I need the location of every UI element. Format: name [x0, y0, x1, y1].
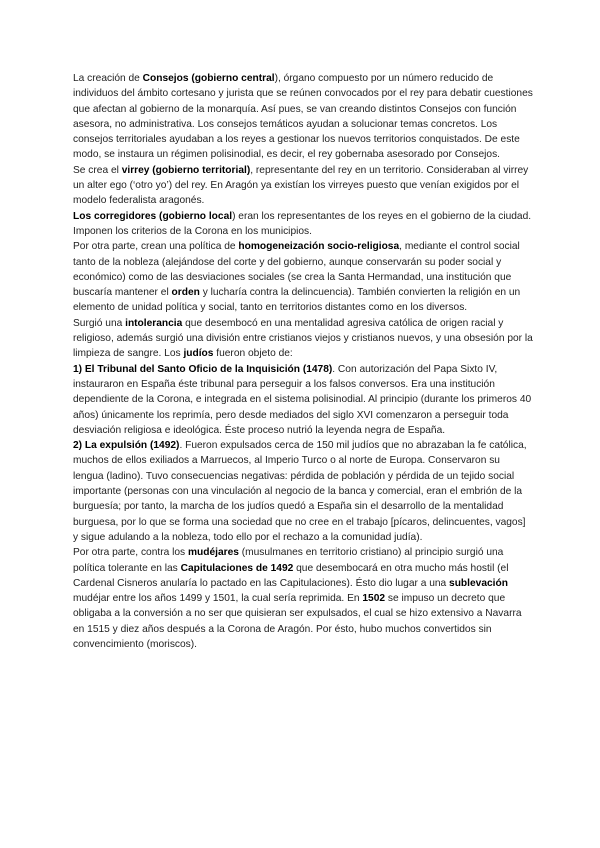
paragraph-mudejares: Por otra parte, contra los mudéjares (musulmanes en territorio cristiano) al principio surgió una política tolerante en las Capitulaciones de 1492 que desembocará en otra mucho más hostil (el Cardenal Cisneros anularía lo pactado en las Capitulaciones). Ésto dio lugar a una sublevación mudéjar entre los años 1499 y 1501, la cual sería reprimida. En 1502 se impuso un decreto que obligaba a la conversión a no ser que quisieran ser expulsados, el cual se hizo extensivo a Navarra en 1515 y diez años después a la Corona de Aragón. Por ésto, hubo muchos convertidos sin convencimiento (moriscos).	[73, 547, 522, 650]
paragraph-corregidores: Los corregidores (gobierno local) eran los representantes de los reyes en el gobierno de la ciudad. Imponen los criterios de la Corona en los municipios.	[73, 210, 532, 237]
paragraph-homogeneizacion: Por otra parte, crean una política de homogeneización socio-religiosa, mediante el control social tanto de la nobleza (alejándose del corte y del gobierno, aunque conservarán su poder social y económico) como de las desviaciones sociales (se crea la Santa Hermandad, una institución que buscaría mantener el orden y lucharía contra la delincuencia). También convierten la religión en un elemento de unidad política y social, tanto en territorios distantes como en los diversos.	[73, 241, 521, 314]
paragraph-inquisicion: 1) El Tribunal del Santo Oficio de la Inquisición (1478). Con autorización del Papa Sixto IV, instauraron en España éste tribunal para perseguir a los falsos conversos. Era una institución dependiente de la Corona, e integrada en el sistema polisinodial. Al principio (durante los primeros 40 años) únicamente los reprimía, pero desde mediados del siglo XVI comenzaron a perseguir toda desviación religiosa e ideológica. Éste proceso nutrió la leyenda negra de España.	[73, 363, 532, 436]
paragraph-virrey: Se crea el virrey (gobierno territorial), representante del rey en un territorio. Consideraban al virrey un alter ego (‘otro yo’) del rey. En Aragón ya existían los virreyes puesto que venían exigidos por el modelo federalista aragonés.	[73, 164, 529, 207]
paragraph-consejos: La creación de Consejos (gobierno central), órgano compuesto por un número reducido de individuos del ámbito cortesano y jurista que se reúnen convocados por el rey para debatir cuestiones que afectan al gobierno de la monarquía. Así pues, se van creando distintos Consejos con función asesora, no administrativa. Los consejos temáticos ayudan a solucionar temas concretos. Los consejos territoriales ayudaban a los reyes a gestionar los nuevos territorios conquistados. De este modo, se instaura un régimen polisinodial, es decir, el rey gobernaba asesorado por Consejos.	[73, 73, 533, 161]
document-body	[73, 71, 533, 652]
paragraph-expulsion: 2) La expulsión (1492). Fueron expulsados cerca de 150 mil judíos que no abrazaban la fe católica, muchos de ellos exiliados a Marruecos, al Imperio Turco o al norte de Europa. Conservaron su lengua (ladino). Tuvo consecuencias negativas: pérdida de población y pérdida de un tejido social importante (personas con una vinculación al negocio de la banca y comercial, eran el embrión de la burguesía; por tanto, la marcha de los judíos quedó a España sin el desarrollo de la mentalidad burguesa, por lo que se forma una sociedad que no cree en el trabajo [pícaros, delincuentes, vagos] y sigue adulando a la nobleza, todo ello por el rechazo a la comunidad judía).	[73, 440, 527, 543]
paragraph-intolerancia: Surgió una intolerancia que desembocó en una mentalidad agresiva católica de origen racial y religioso, además surgió una división entre cristianos viejos y cristianos nuevos, y una obsesión por la limpieza de sangre. Los judíos fueron objeto de:	[73, 317, 533, 360]
